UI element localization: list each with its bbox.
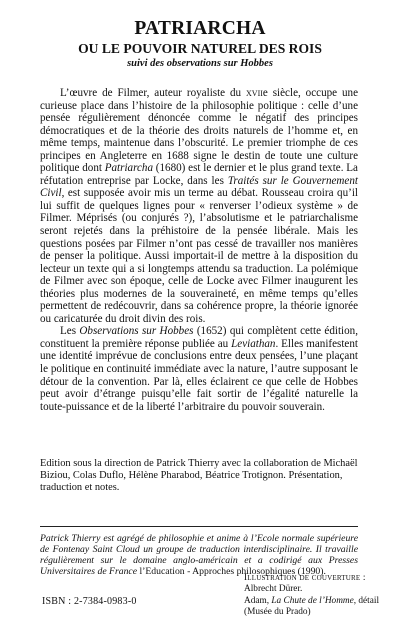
isbn-number: ISBN : 2-7384-0983-0 — [42, 596, 137, 607]
patriarcha-title: Patriarcha — [104, 162, 154, 175]
divider-rule — [40, 526, 358, 527]
blurb-paragraph-1: L’œuvre de Filmer, auteur royaliste du xviie siècle, occupe une curieuse place dans l’histoire de la philosophie politique : celle d’une pensée régulièrement dénoncée comme le négatif des principes démocratiques et de la théorie des droits naturels de l’homme et, en même temps, maintenue dans l’obscurité. Le premier triomphe de ces principes en Angleterre en 1688 signe le destin de toute une culture politique dont Patriarcha (1680) est le dernier et le plus grand texte. La réfutation entreprise par Locke, dans les Traités sur le Gouvernement Civil, est supposée avoir mis un terme au débat. Rousseau croira qu’il lui suffit de quelques lignes pour « renverser l’odieux système » de Filmer. Méprisés (ou conjurés ?), l’absolutisme et le patriarchalisme seront rejetés dans la préhistoire de la pensée libérale. Mais les questions posées par Filmer n’ont pas cessé de travailler nos manières de penser la politique. Aussi importait-il de mettre à la disposition du lecteur un texte qui a si longtemps attendu sa traduction. La polémique de Filmer avec son époque, celle de Locke avec Filmer inaugurent les théories plus modernes de la souveraineté, en même temps qu’elles permettent de redécouvrir, dans sa cohérence propre, la théorie ignorée ou caricaturée du droit divin des rois. — [40, 87, 359, 325]
leviathan-title: Leviathan — [231, 337, 276, 350]
blurb-text — [40, 87, 358, 413]
cover-museum: (Musée du Prado) — [244, 607, 311, 618]
book-title: PATRIARCHA — [134, 18, 266, 39]
blurb-paragraph-2: Les Observations sur Hobbes (1652) qui complètent cette édition, constituent la première réponse publiée au Leviathan. Elles manifestent une identité imprévue de conclusions entre deux pensées, l’une plaçant le politique en continuité immédiate avec la nature, l’autre supposant le détour de la convention. Par là, elles éclairent ce que celle de Hobbes peut avoir d’étrange puisqu’elle fait sortir de l’égalité naturelle la toute-puissance et de la liberté l’arbitraire du pouvoir souverain. — [40, 325, 358, 413]
cover-work: Adam, La Chute de l’Homme, détail — [244, 595, 380, 606]
cover-illustration-credit — [244, 573, 394, 619]
edition-credits: Edition sous la direction de Patrick Thierry avec la collaboration de Michaël Biziou, Colas Duflo, Hélène Pharabod, Béatrice Trotignon. Présentation, traduction et notes. — [40, 458, 358, 494]
century-smallcaps: xvii — [246, 87, 263, 99]
cover-artist: Albrecht Dürer. — [244, 584, 303, 595]
book-subtitle: OU LE POUVOIR NATUREL DES ROIS — [78, 41, 322, 56]
cover-credit-heading: Illustration de couverture : — [244, 573, 366, 583]
traites-title: Traités sur le Gouvernement Civil — [40, 174, 358, 200]
observations-title: Observations sur Hobbes — [79, 325, 194, 338]
book-followed-by: suivi des observations sur Hobbes — [127, 58, 273, 69]
author-bio: Patrick Thierry est agrégé de philosophie et anime à l’Ecole normale supérieure de Fontenay Saint Cloud un groupe de traduction interdisciplinaire. Il travaille régulièrement sur le domaine anglo-américain et a codirigé aux Presses Universitaires de France l’Education - Approches philosophiques (1990). — [40, 533, 358, 578]
